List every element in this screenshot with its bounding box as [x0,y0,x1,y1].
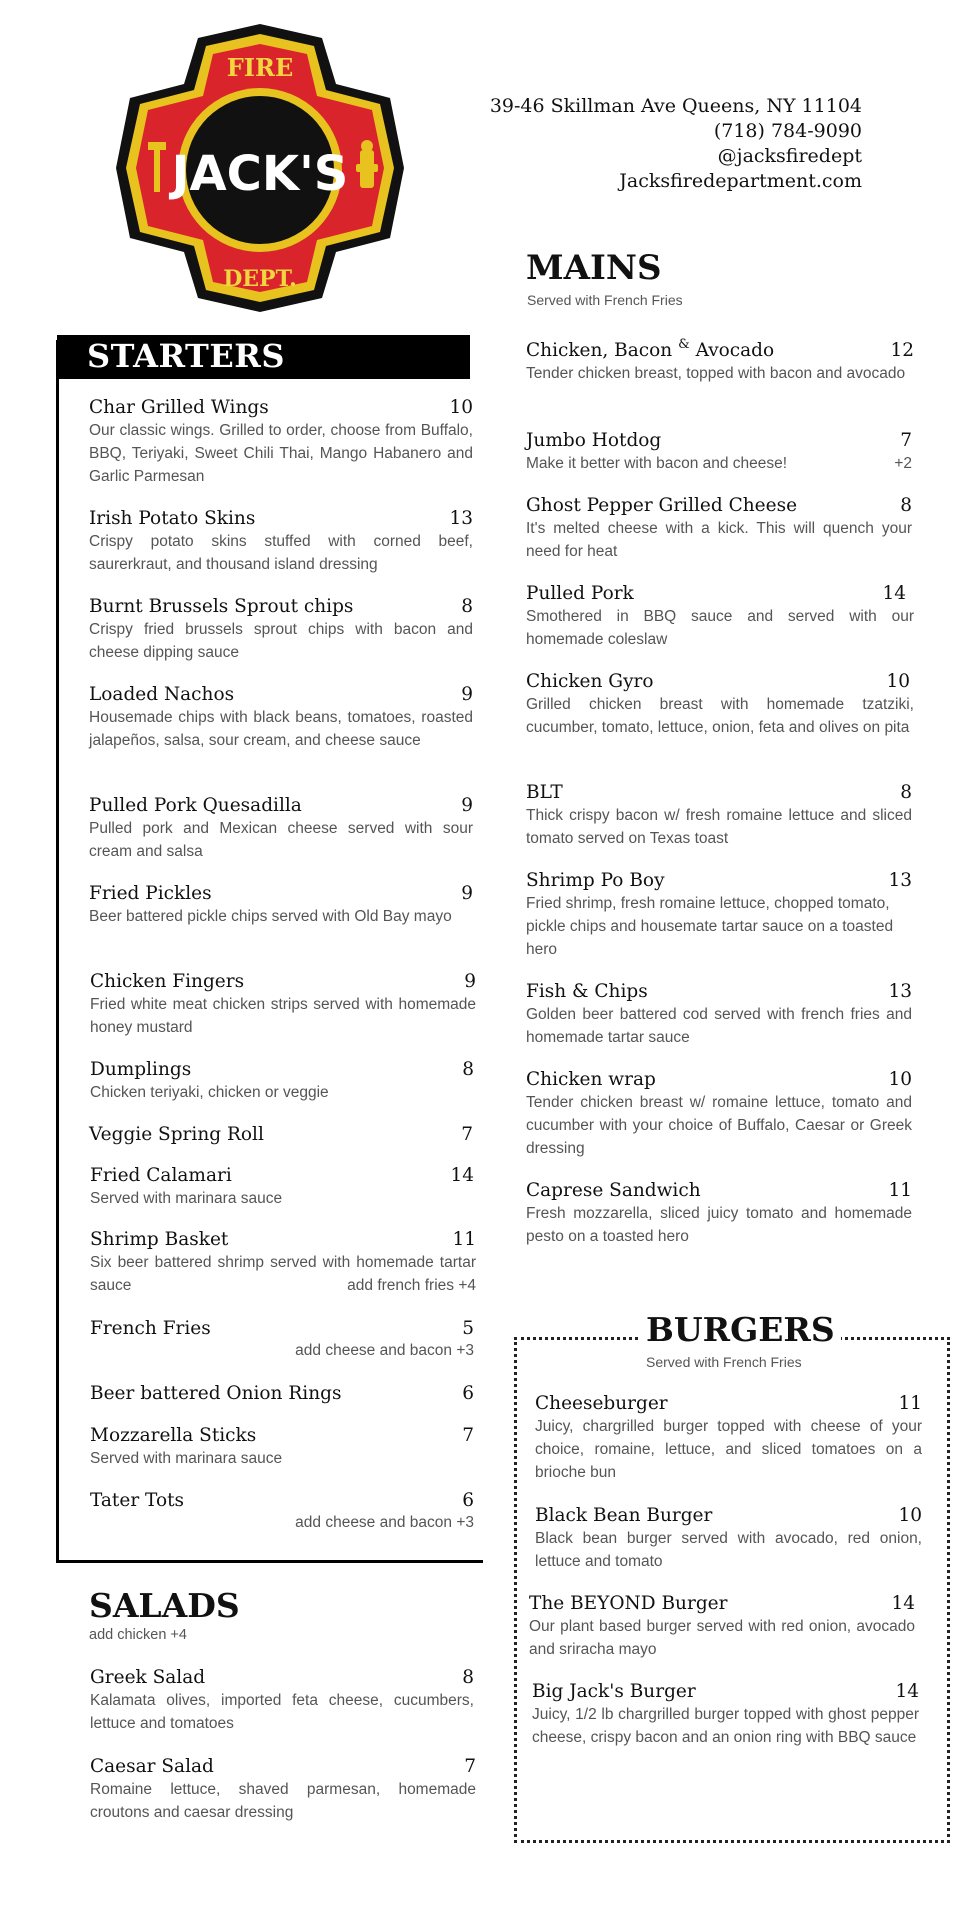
item-addon: add cheese and bacon +3 [295,1514,474,1531]
item-desc: Served with marinara sauce [90,1190,283,1207]
item-price: 6 [462,1490,474,1511]
item-desc: Crispy potato skins stuffed with corned beef, saurerkraut, and thousand island dressing [89,533,473,573]
menu-item [526,495,912,563]
item-desc: Kalamata olives, imported feta cheese, cucumbers, lettuce and tomatoes [90,1692,474,1732]
item-name: Fried Pickles [89,883,212,904]
menu-item [89,883,473,928]
item-name: The BEYOND Burger [529,1593,728,1614]
item-price: 7 [462,1425,474,1446]
mains-title: MAINS [526,248,662,288]
menu-item [526,671,914,739]
mains-subtitle: Served with French Fries [527,292,683,308]
menu-item [90,1383,474,1404]
item-desc: Grilled chicken breast with homemade tzatziki, cucumber, tomato, lettuce, onion, feta and olives on pita [526,696,914,736]
item-desc: Smothered in BBQ sauce and served with our homemade coleslaw [526,608,914,648]
item-price: 13 [888,870,912,891]
menu-item [526,583,914,651]
item-desc: Fried white meat chicken strips served with homemade honey mustard [90,996,476,1036]
menu-item [90,1490,474,1534]
item-desc: Chicken teriyaki, chicken or veggie [90,1084,329,1101]
item-desc: Fried shrimp, fresh romaine lettuce, chopped tomato, pickle chips and housemate tartar sauce on a toasted hero [526,895,894,958]
menu-item [90,1229,476,1297]
item-addon: add french fries +4 [347,1277,476,1294]
logo-bottom-text: DEPT. [223,266,297,292]
item-name: Caprese Sandwich [526,1180,701,1201]
item-desc: Tender chicken breast w/ romaine lettuce, tomato and cucumber with your choice of Buffalo, Caesar or Greek dressing [526,1094,912,1157]
item-desc: Crispy fried brussels sprout chips with bacon and cheese dipping sauce [89,621,473,661]
logo-top-text: FIRE [226,53,294,82]
menu-item [89,508,473,576]
item-name: Dumplings [90,1059,192,1080]
item-desc: Romaine lettuce, shaved parmesan, homemade croutons and caesar dressing [90,1781,476,1821]
item-desc: Tender chicken breast, topped with bacon and avocado [526,365,906,382]
item-price: 8 [461,596,473,617]
ampersand: & [678,337,690,352]
item-price: 14 [891,1593,915,1614]
item-name: Veggie Spring Roll [89,1124,264,1145]
item-price: 10 [886,671,910,692]
contact-info [470,94,862,194]
menu-item [89,397,473,488]
menu-item [90,1318,474,1362]
item-price: 10 [898,1505,922,1526]
item-price: 9 [461,795,473,816]
item-price: 7 [900,430,912,451]
item-desc: Make it better with bacon and cheese! [526,455,788,472]
item-addon: +2 [894,455,912,472]
item-name: Cheeseburger [535,1393,668,1414]
salads-title: SALADS [89,1586,240,1625]
menu-item [535,1505,922,1573]
item-price: 13 [449,508,473,529]
item-price: 11 [898,1393,922,1414]
item-name: Ghost Pepper Grilled Cheese [526,495,798,516]
item-name: Caesar Salad [90,1756,214,1777]
item-price: 14 [450,1165,474,1186]
menu-item [526,782,912,850]
menu-item [529,1593,915,1661]
item-price: 8 [900,782,912,803]
item-name: Greek Salad [90,1667,206,1688]
item-price: 11 [452,1229,476,1250]
item-name: Mozzarella Sticks [90,1425,257,1446]
menu-item [532,1681,919,1749]
burgers-title: BURGERS [640,1310,841,1349]
menu-item [526,1180,912,1248]
item-price: 14 [895,1681,919,1702]
item-name: Irish Potato Skins [89,508,256,529]
item-price: 7 [464,1756,476,1777]
item-price: 10 [449,397,473,418]
item-name [526,337,914,361]
item-desc: Six beer battered shrimp served with homemade tartar sauce [90,1254,476,1294]
item-desc: Juicy, chargrilled burger topped with cheese of your choice, romaine, lettuce, and sliced tomatoes on a brioche bun [535,1418,922,1481]
item-name: Jumbo Hotdog [526,430,662,451]
item-desc: Fresh mozzarella, sliced juicy tomato and homemade pesto on a toasted hero [526,1205,912,1245]
item-desc: Black bean burger served with avocado, red onion, lettuce and tomato [535,1530,922,1570]
item-price: 8 [462,1059,474,1080]
item-price: 9 [461,883,473,904]
item-desc: Beer battered pickle chips served with Old Bay mayo [89,908,452,925]
menu-item [526,870,912,961]
item-price: 13 [888,981,912,1002]
item-price: 7 [461,1124,473,1145]
item-name: Chicken Gyro [526,671,654,692]
item-desc: Our classic wings. Grilled to order, choose from Buffalo, BBQ, Teriyaki, Sweet Chili Thai, Mango Habanero and Garlic Parmesan [89,422,473,485]
menu-item [526,337,914,385]
menu-item [90,1756,476,1824]
logo-name-text: JACK'S [171,146,349,202]
item-name: Chicken wrap [526,1069,656,1090]
item-desc: Golden beer battered cod served with french fries and homemade tartar sauce [526,1006,912,1046]
item-name: French Fries [90,1318,211,1339]
menu-item [526,1069,912,1160]
starters-header [57,335,470,379]
item-desc: Juicy, 1/2 lb chargrilled burger topped with ghost pepper cheese, crispy bacon and an onion ring with BBQ sauce [532,1706,919,1746]
item-name: Shrimp Po Boy [526,870,665,891]
item-desc: It's melted cheese with a kick. This will quench your need for heat [526,520,912,560]
item-name-part: Chicken, Bacon [526,340,673,361]
menu-item [89,596,473,664]
item-price: 12 [890,340,914,361]
menu-item [89,1124,473,1145]
menu-item [89,795,473,863]
menu-item [90,1165,474,1210]
item-price: 6 [462,1383,474,1404]
menu-item [89,684,473,752]
item-price: 9 [461,684,473,705]
burgers-subtitle: Served with French Fries [646,1354,802,1370]
menu-item [90,1059,474,1104]
item-desc: Served with marinara sauce [90,1450,283,1467]
item-addon: add cheese and bacon +3 [295,1342,474,1359]
item-name: Beer battered Onion Rings [90,1383,342,1404]
item-price: 10 [888,1069,912,1090]
item-name: Big Jack's Burger [532,1681,696,1702]
item-price: 8 [462,1667,474,1688]
item-name: Shrimp Basket [90,1229,229,1250]
item-name-part: Avocado [695,340,775,361]
menu-item [526,430,912,475]
item-desc: Housemade chips with black beans, tomatoes, roasted jalapeños, salsa, sour cream, and cheese sauce [89,709,473,749]
item-name: Fish & Chips [526,981,648,1002]
address: 39-46 Skillman Ave Queens, NY 11104 [489,95,862,117]
menu-item [90,1667,474,1735]
item-name: Char Grilled Wings [89,397,269,418]
item-desc: Our plant based burger served with red onion, avocado and sriracha mayo [529,1618,915,1658]
item-price: 5 [462,1318,474,1339]
item-name: BLT [526,782,563,803]
item-name: Pulled Pork Quesadilla [89,795,302,816]
social-handle[interactable]: @jacksfiredept [717,145,862,167]
website[interactable]: Jacksfiredepartment.com [619,170,862,192]
jacks-fire-dept-logo [110,18,410,318]
menu-item [535,1393,922,1484]
menu-item [526,981,912,1049]
item-name: Fried Calamari [90,1165,232,1186]
item-name: Chicken Fingers [90,971,245,992]
salads-subtitle: add chicken +4 [89,1627,187,1643]
item-name: Black Bean Burger [535,1505,713,1526]
item-name: Burnt Brussels Sprout chips [89,596,354,617]
phone[interactable]: (718) 784-9090 [713,120,862,142]
item-name: Pulled Pork [526,583,634,604]
item-price: 9 [464,971,476,992]
item-price: 8 [900,495,912,516]
starters-title: STARTERS [87,337,285,375]
item-price: 14 [882,583,906,604]
menu-item [90,971,476,1039]
item-desc: Pulled pork and Mexican cheese served with sour cream and salsa [89,820,473,860]
item-name: Tater Tots [90,1490,185,1511]
item-desc: Thick crispy bacon w/ fresh romaine lettuce and sliced tomato served on Texas toast [526,807,912,847]
item-name: Loaded Nachos [89,684,235,705]
menu-item [90,1425,474,1470]
item-price: 11 [888,1180,912,1201]
